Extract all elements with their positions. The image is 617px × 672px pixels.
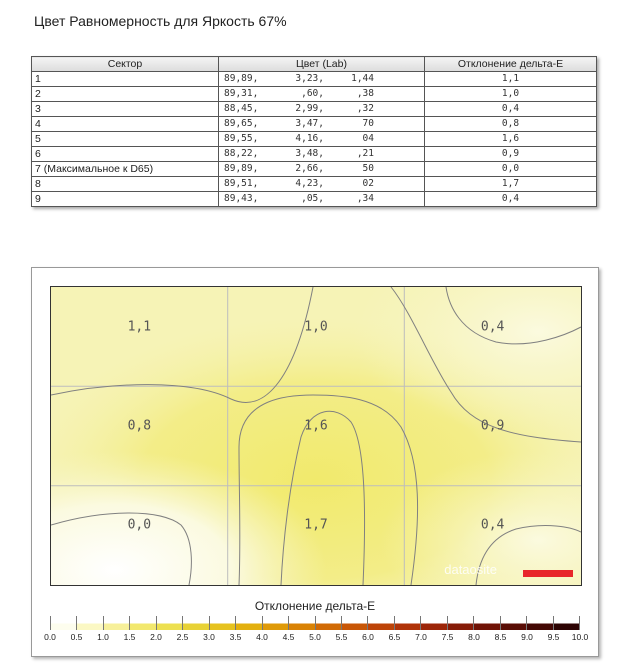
delta-e-cell: 0,8 — [425, 117, 597, 132]
heatmap-cell-value: 0,8 — [127, 418, 152, 434]
color-scale-swatch — [395, 616, 421, 630]
lab-cell — [219, 117, 425, 132]
lab-b-value: ,21 — [356, 148, 374, 159]
scale-tick-label: 3.0 — [203, 632, 215, 642]
table-row — [32, 72, 597, 87]
header-delta-e: Отклонение дельта-Е — [425, 57, 597, 72]
color-scale-swatch — [448, 616, 474, 630]
page-title: Цвет Равномерность для Яркость 67% — [34, 13, 287, 29]
table-row — [32, 132, 597, 147]
color-scale-swatch — [77, 616, 103, 630]
color-scale-swatch — [554, 616, 580, 630]
lab-cell — [219, 177, 425, 192]
lab-a-value: ,05, — [301, 193, 324, 204]
color-scale-swatch — [289, 616, 315, 630]
scale-tick-label: 6.0 — [362, 632, 374, 642]
color-scale-swatch — [50, 616, 77, 630]
sector-cell: 9 — [32, 192, 219, 207]
lab-b-value: 1,44 — [351, 73, 374, 84]
color-scale-swatch — [421, 616, 447, 630]
color-scale-swatch — [342, 616, 368, 630]
heatmap-cell-value: 1,6 — [304, 418, 328, 434]
lab-a-value: 4,23, — [295, 178, 324, 189]
table-row — [32, 87, 597, 102]
heatmap-cell-value: 0,4 — [480, 517, 505, 533]
lab-cell — [219, 102, 425, 117]
heatmap-cell-value: 1,7 — [304, 517, 328, 533]
delta-e-cell: 0,9 — [425, 147, 597, 162]
heatmap-cell-value: 0,0 — [127, 517, 152, 533]
color-scale-bar — [50, 616, 580, 630]
lab-a-value: 2,66, — [295, 163, 324, 174]
scale-tick-label: 6.5 — [388, 632, 401, 642]
delta-e-cell: 1,7 — [425, 177, 597, 192]
lab-l-value: 89,89, — [224, 163, 259, 174]
heatmap-cell-value: 0,4 — [480, 319, 505, 335]
color-scale-swatch — [130, 616, 156, 630]
table-row — [32, 147, 597, 162]
sector-cell: 4 — [32, 117, 219, 132]
lab-a-value: 3,23, — [295, 73, 324, 84]
table-row — [32, 162, 597, 177]
color-scale-swatch — [236, 616, 262, 630]
delta-e-cell: 1,6 — [425, 132, 597, 147]
uniformity-table — [31, 56, 597, 207]
color-scale-swatch — [501, 616, 527, 630]
delta-e-cell: 0,0 — [425, 162, 597, 177]
lab-l-value: 89,51, — [224, 178, 259, 189]
scale-tick-label: 8.5 — [494, 632, 507, 642]
color-scale-swatch — [527, 616, 553, 630]
lab-cell — [219, 72, 425, 87]
delta-e-cell: 0,4 — [425, 102, 597, 117]
color-scale-swatch — [104, 616, 130, 630]
scale-tick-label: 2.0 — [150, 632, 162, 642]
lab-l-value: 88,22, — [224, 148, 259, 159]
lab-b-value: 02 — [362, 178, 374, 189]
brand-red-bar — [523, 570, 573, 577]
sector-cell: 3 — [32, 102, 219, 117]
lab-b-value: ,32 — [356, 103, 374, 114]
lab-b-value: ,38 — [356, 88, 374, 99]
scale-tick-label: 1.5 — [123, 632, 136, 642]
lab-cell — [219, 132, 425, 147]
color-scale-swatch — [210, 616, 236, 630]
color-scale-swatch — [474, 616, 500, 630]
lab-cell — [219, 192, 425, 207]
lab-l-value: 88,45, — [224, 103, 259, 114]
lab-l-value: 89,55, — [224, 133, 259, 144]
table-row — [32, 102, 597, 117]
sector-cell: 8 — [32, 177, 219, 192]
watermark-logo: dataosite — [444, 562, 497, 577]
color-scale-swatch — [368, 616, 394, 630]
lab-a-value: 4,16, — [295, 133, 324, 144]
scale-tick-label: 0.5 — [70, 632, 83, 642]
scale-tick-label: 10.0 — [571, 632, 589, 642]
delta-e-cell: 1,0 — [425, 87, 597, 102]
sector-cell: 6 — [32, 147, 219, 162]
lab-a-value: 3,47, — [295, 118, 324, 129]
lab-b-value: ,34 — [356, 193, 374, 204]
scale-tick-label: 9.0 — [521, 632, 533, 642]
scale-tick-label: 4.0 — [256, 632, 268, 642]
heatmap-cell-value: 0,9 — [480, 418, 505, 434]
lab-b-value: 50 — [362, 163, 374, 174]
scale-tick-label: 0.0 — [44, 632, 56, 642]
color-scale-swatch — [316, 616, 342, 630]
lab-b-value: 70 — [362, 118, 374, 129]
scale-tick-label: 5.5 — [335, 632, 348, 642]
lab-l-value: 89,31, — [224, 88, 259, 99]
lab-b-value: 04 — [362, 133, 374, 144]
color-scale-swatch — [157, 616, 183, 630]
sector-cell: 1 — [32, 72, 219, 87]
lab-a-value: 2,99, — [295, 103, 324, 114]
scale-tick-label: 4.5 — [282, 632, 295, 642]
sector-cell: 7 (Максимальное к D65) — [32, 162, 219, 177]
table-row — [32, 177, 597, 192]
scale-tick-label: 2.5 — [176, 632, 189, 642]
scale-tick-label: 7.0 — [415, 632, 427, 642]
scale-tick-label: 7.5 — [441, 632, 454, 642]
lab-a-value: 3,48, — [295, 148, 324, 159]
table-header-row — [32, 57, 597, 72]
uniformity-heatmap — [50, 286, 582, 586]
scale-tick-label: 5.0 — [309, 632, 321, 642]
lab-cell — [219, 147, 425, 162]
table-row — [32, 117, 597, 132]
heatmap-cell-value: 1,1 — [127, 319, 152, 335]
scale-tick-label: 1.0 — [97, 632, 109, 642]
delta-e-cell: 0,4 — [425, 192, 597, 207]
scale-tick-label: 9.5 — [547, 632, 560, 642]
sector-cell: 5 — [32, 132, 219, 147]
heatmap-cell-value: 1,0 — [304, 319, 328, 335]
lab-cell — [219, 87, 425, 102]
scale-tick-label: 8.0 — [468, 632, 480, 642]
color-scale-ticks — [32, 632, 598, 644]
sector-cell: 2 — [32, 87, 219, 102]
lab-cell — [219, 162, 425, 177]
color-scale-swatch — [263, 616, 289, 630]
scale-tick-label: 3.5 — [229, 632, 242, 642]
color-scale-swatch — [183, 616, 209, 630]
lab-l-value: 89,65, — [224, 118, 259, 129]
lab-a-value: ,60, — [301, 88, 324, 99]
header-sector: Сектор — [32, 57, 219, 72]
delta-e-cell: 1,1 — [425, 72, 597, 87]
header-color-lab: Цвет (Lab) — [219, 57, 425, 72]
heatmap-panel — [31, 267, 599, 657]
lab-l-value: 89,89, — [224, 73, 259, 84]
legend-title: Отклонение дельта-Е — [254, 599, 376, 613]
table-row — [32, 192, 597, 207]
lab-l-value: 89,43, — [224, 193, 259, 204]
